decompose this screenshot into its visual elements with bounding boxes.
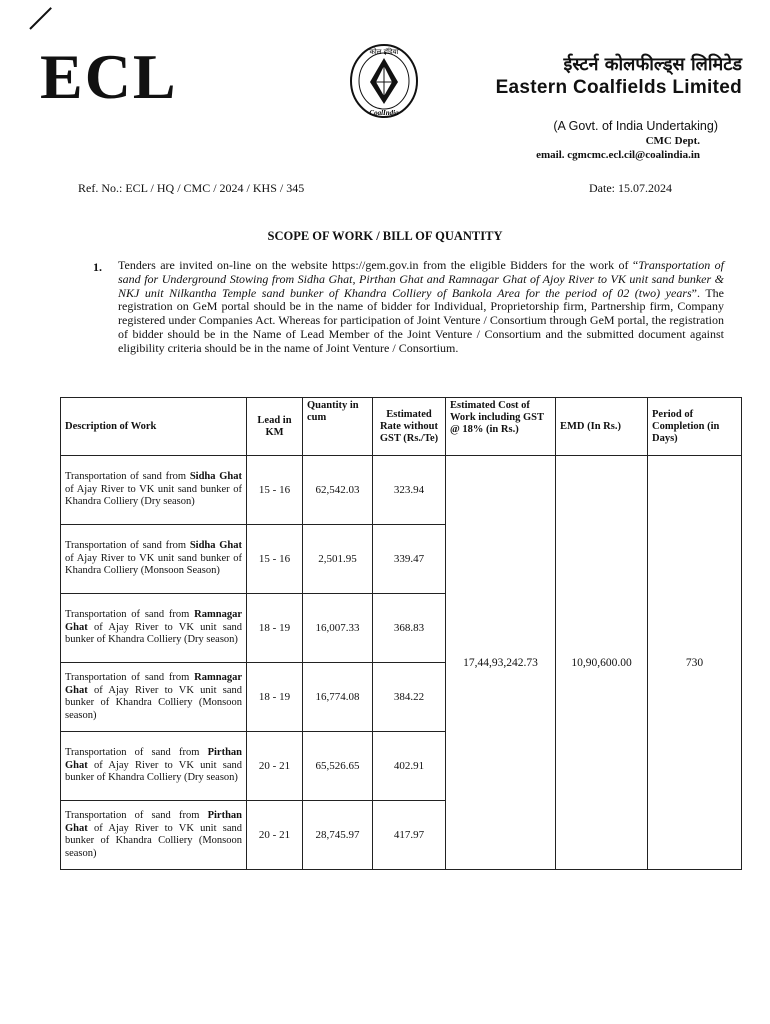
- company-name: Eastern Coalfields Limited: [495, 77, 742, 98]
- row-description: Transportation of sand from Pirthan Ghat of Ajay River to VK unit sand bunker of Khandra Colliery (Monsoon season): [61, 801, 247, 870]
- row-quantity: 62,542.03: [303, 456, 373, 525]
- row-rate: 402.91: [373, 732, 446, 801]
- header-rate: Estimated Rate without GST (Rs./Te): [373, 398, 446, 456]
- period-cell: 730: [648, 456, 742, 870]
- row-rate: 339.47: [373, 525, 446, 594]
- document-date: Date: 15.07.2024: [589, 181, 672, 195]
- row-description: Transportation of sand from Sidha Ghat of Ajay River to VK unit sand bunker of Khandra Colliery (Dry season): [61, 456, 247, 525]
- paragraph-number: 1.: [93, 260, 102, 274]
- row-description: Transportation of sand from Ramnagar Ghat of Ajay River to VK unit sand bunker of Khandra Colliery (Dry season): [61, 594, 247, 663]
- row-rate: 323.94: [373, 456, 446, 525]
- row-rate: 384.22: [373, 663, 446, 732]
- work-name: Transportation of sand for Underground Stowing from Sidha Ghat, Pirthan Ghat and Ramnagar Ghat of Ajoy River to VK unit sand bunker & NKJ unit Nilkantha Temple sand bunker of Khandra Colliery of Bankola Area for the period of 02 (two) years: [118, 258, 725, 300]
- table-header-row: [61, 398, 742, 456]
- emblem-top-text: कोल इंडिया: [369, 48, 399, 56]
- document-heading: SCOPE OF WORK / BILL OF QUANTITY: [267, 229, 503, 243]
- email-line: email. cgmcmc.ecl.cil@coalindia.in: [536, 149, 700, 161]
- row-quantity: 28,745.97: [303, 801, 373, 870]
- logo-slash-mark: [29, 7, 52, 30]
- row-lead: 20 - 21: [247, 732, 303, 801]
- emblem-bottom-text: CoalIndia: [369, 109, 399, 117]
- row-description: Transportation of sand from Pirthan Ghat of Ajay River to VK unit sand bunker of Khandra Colliery (Dry season): [61, 732, 247, 801]
- row-quantity: 16,007.33: [303, 594, 373, 663]
- row-lead: 15 - 16: [247, 525, 303, 594]
- reference-number: Ref. No.: ECL / HQ / CMC / 2024 / KHS / 345: [78, 181, 305, 195]
- row-quantity: 16,774.08: [303, 663, 373, 732]
- tender-paragraph: [118, 259, 724, 356]
- emd-cell: 10,90,600.00: [556, 456, 648, 870]
- table-row: [61, 456, 742, 525]
- row-quantity: 2,501.95: [303, 525, 373, 594]
- bill-of-quantity-table: [60, 397, 742, 870]
- header-description: Description of Work: [61, 398, 247, 456]
- coal-india-emblem-icon: [348, 42, 420, 120]
- company-name-hindi: ईस्टर्न कोलफील्ड्स लिमिटेड: [563, 54, 742, 75]
- header-quantity: Quantity in cum: [303, 398, 373, 456]
- paragraph-text-before: Tenders are invited on-line on the website https://gem.gov.in from the eligible Bidders for the work of “: [118, 258, 639, 272]
- header-lead: Lead in KM: [247, 398, 303, 456]
- estimated-cost-cell: 17,44,93,242.73: [446, 456, 556, 870]
- row-rate: 417.97: [373, 801, 446, 870]
- row-lead: 15 - 16: [247, 456, 303, 525]
- company-logo: ECL: [40, 41, 178, 112]
- header-period: Period of Completion (in Days): [648, 398, 742, 456]
- row-quantity: 65,526.65: [303, 732, 373, 801]
- row-lead: 18 - 19: [247, 663, 303, 732]
- row-description: Transportation of sand from Sidha Ghat of Ajay River to VK unit sand bunker of Khandra Colliery (Monsoon Season): [61, 525, 247, 594]
- row-lead: 18 - 19: [247, 594, 303, 663]
- govt-undertaking-line: (A Govt. of India Undertaking): [553, 119, 718, 133]
- department-line: CMC Dept.: [645, 135, 700, 147]
- paragraph-text-after: ”. The registration on GeM portal should be in the name of bidder for Individual, Proprietorship firm, Partnership firm, Company registered under Companies Act. Whereas for participation of Joint Venture / Consortium through GeM portal, the registration of bidder should be in the Name of Lead Member of the Joint Venture / Consortium and the submitted document against eligibility criteria should be in the name of Joint Venture / Consortium.: [118, 285, 725, 355]
- row-rate: 368.83: [373, 594, 446, 663]
- row-description: Transportation of sand from Ramnagar Ghat of Ajay River to VK unit sand bunker of Khandra Colliery (Monsoon season): [61, 663, 247, 732]
- row-lead: 20 - 21: [247, 801, 303, 870]
- header-emd: EMD (In Rs.): [556, 398, 648, 456]
- header-cost: Estimated Cost of Work including GST @ 18% (in Rs.): [446, 398, 556, 456]
